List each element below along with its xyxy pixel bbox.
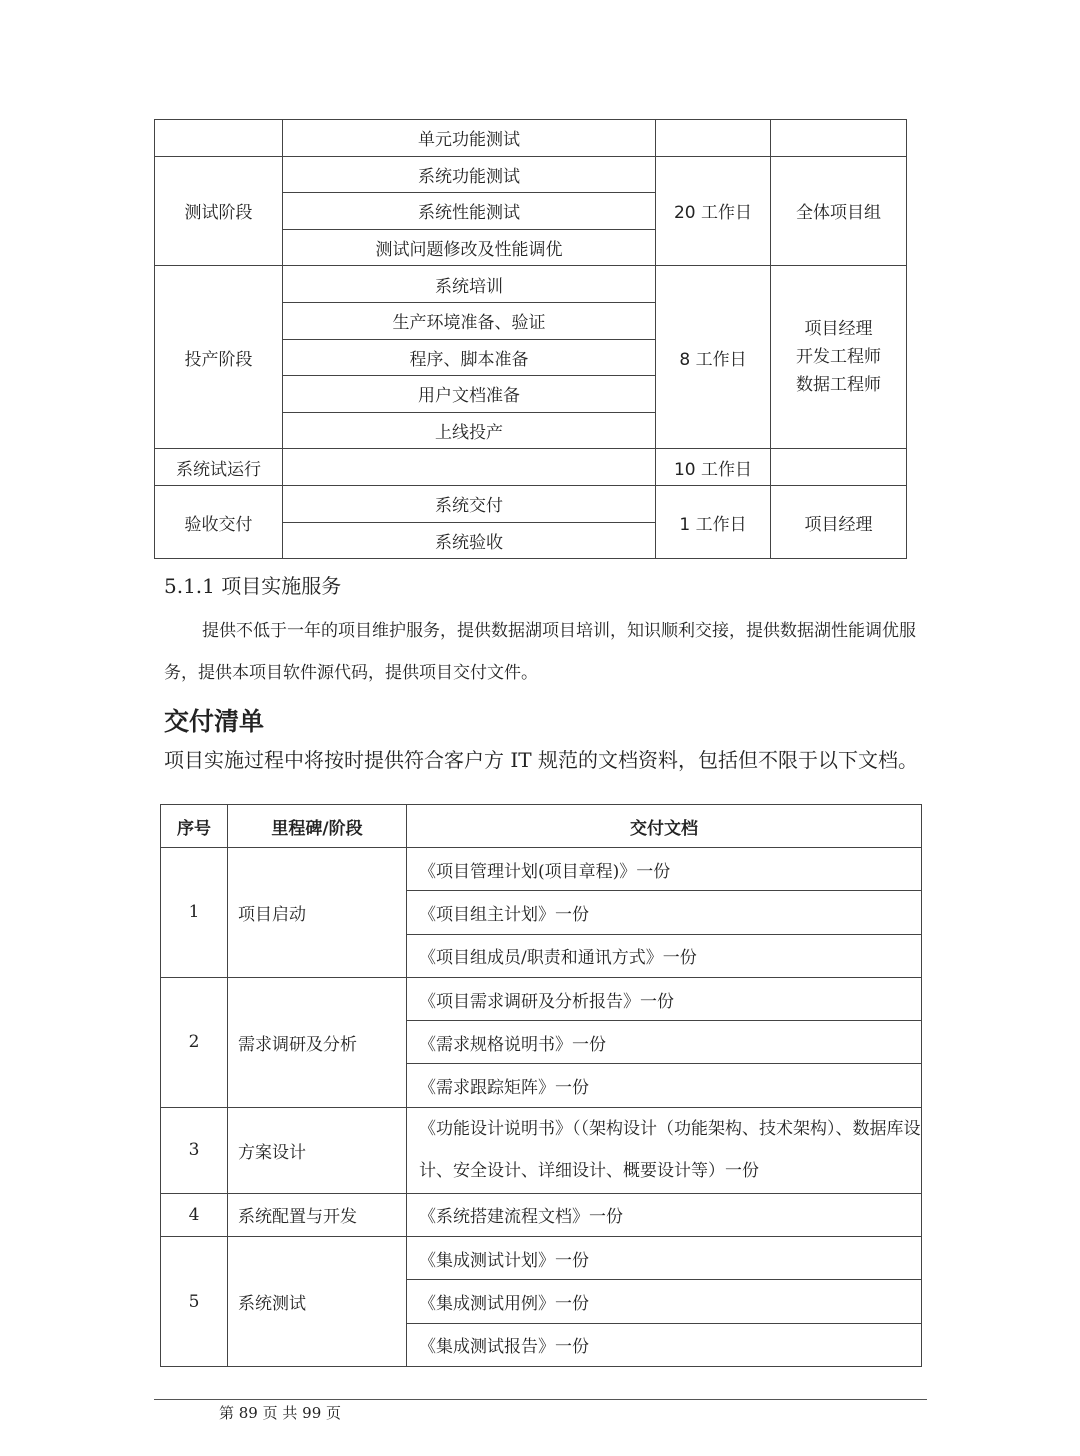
task-cell xyxy=(283,449,656,486)
doc-cell: 《需求跟踪矩阵》一份 xyxy=(407,1064,922,1107)
staff-line: 开发工程师 xyxy=(796,347,881,368)
schedule-table xyxy=(154,119,907,559)
stage-cell: 系统配置与开发 xyxy=(228,1193,407,1236)
table-row xyxy=(161,1237,922,1280)
doc-cell: 《项目组主计划》一份 xyxy=(407,891,922,934)
task-cell: 系统交付 xyxy=(283,485,656,522)
staff-cell: 项目经理 xyxy=(771,485,907,558)
column-header-stage: 里程碑/阶段 xyxy=(228,805,407,848)
task-cell: 系统功能测试 xyxy=(283,156,656,193)
header-row xyxy=(161,805,922,848)
staff-cell xyxy=(771,449,907,486)
deliverables-title: 交付清单 xyxy=(164,707,265,736)
page-number: 第 89 页 共 99 页 xyxy=(219,1404,342,1422)
phase-cell: 测试阶段 xyxy=(155,156,283,266)
column-header-no: 序号 xyxy=(161,805,228,848)
no-cell: 1 xyxy=(161,848,228,978)
doc-cell: 《集成测试报告》一份 xyxy=(407,1323,922,1366)
task-cell: 测试问题修改及性能调优 xyxy=(283,229,656,266)
phase-cell xyxy=(155,120,283,157)
doc-cell: 《项目管理计划(项目章程)》一份 xyxy=(407,848,922,891)
doc-cell: 《集成测试计划》一份 xyxy=(407,1237,922,1280)
stage-cell: 项目启动 xyxy=(228,848,407,978)
duration-cell: 20 工作日 xyxy=(656,156,771,266)
task-cell: 生产环境准备、验证 xyxy=(283,302,656,339)
doc-cell: 《项目需求调研及分析报告》一份 xyxy=(407,977,922,1020)
task-cell: 用户文档准备 xyxy=(283,376,656,413)
no-cell: 3 xyxy=(161,1107,228,1193)
task-cell: 上线投产 xyxy=(283,412,656,449)
no-cell: 2 xyxy=(161,977,228,1107)
table-row xyxy=(155,266,907,303)
column-header-docs: 交付文档 xyxy=(407,805,922,848)
table-row xyxy=(161,848,922,891)
task-cell: 系统培训 xyxy=(283,266,656,303)
table-row xyxy=(161,1193,922,1236)
table-row xyxy=(161,1107,922,1193)
doc-cell: 《需求规格说明书》一份 xyxy=(407,1021,922,1064)
table-row xyxy=(155,449,907,486)
task-cell: 单元功能测试 xyxy=(283,120,656,157)
doc-cell: 《集成测试用例》一份 xyxy=(407,1280,922,1323)
task-cell: 系统验收 xyxy=(283,522,656,559)
duration-cell: 10 工作日 xyxy=(656,449,771,486)
phase-cell: 系统试运行 xyxy=(155,449,283,486)
phase-cell: 投产阶段 xyxy=(155,266,283,449)
table-row xyxy=(155,485,907,522)
duration-cell: 8 工作日 xyxy=(656,266,771,449)
stage-cell: 系统测试 xyxy=(228,1237,407,1367)
table-row xyxy=(155,156,907,193)
task-cell: 系统性能测试 xyxy=(283,193,656,230)
staff-line: 数据工程师 xyxy=(796,375,881,396)
stage-cell: 需求调研及分析 xyxy=(228,977,407,1107)
staff-line: 项目经理 xyxy=(804,319,873,340)
doc-cell: 《系统搭建流程文档》一份 xyxy=(407,1193,922,1236)
duration-cell xyxy=(656,120,771,157)
section-heading: 5.1.1 项目实施服务 xyxy=(164,574,342,598)
phase-cell: 验收交付 xyxy=(155,485,283,558)
table-row xyxy=(161,977,922,1020)
doc-cell: 《功能设计说明书》（（架构设计（功能架构、技术架构）、数据库设计、安全设计、详细设计、概要设计等）一份 xyxy=(407,1107,922,1193)
stage-cell: 方案设计 xyxy=(228,1107,407,1193)
deliverables-intro: 项目实施过程中将按时提供符合客户方 IT 规范的文档资料，包括但不限于以下文档。 xyxy=(164,748,918,772)
staff-cell xyxy=(771,266,907,449)
footer-divider xyxy=(154,1399,927,1400)
staff-cell: 全体项目组 xyxy=(771,156,907,266)
task-cell: 程序、脚本准备 xyxy=(283,339,656,376)
no-cell: 5 xyxy=(161,1237,228,1367)
duration-cell: 1 工作日 xyxy=(656,485,771,558)
doc-cell: 《项目组成员/职责和通讯方式》一份 xyxy=(407,934,922,977)
section-paragraph: 提供不低于一年的项目维护服务，提供数据湖项目培训，知识顺利交接，提供数据湖性能调优服务，提供本项目软件源代码，提供项目交付文件。 xyxy=(164,621,916,683)
no-cell: 4 xyxy=(161,1193,228,1236)
staff-cell xyxy=(771,120,907,157)
table-row xyxy=(155,120,907,157)
deliverables-table xyxy=(160,804,922,1367)
